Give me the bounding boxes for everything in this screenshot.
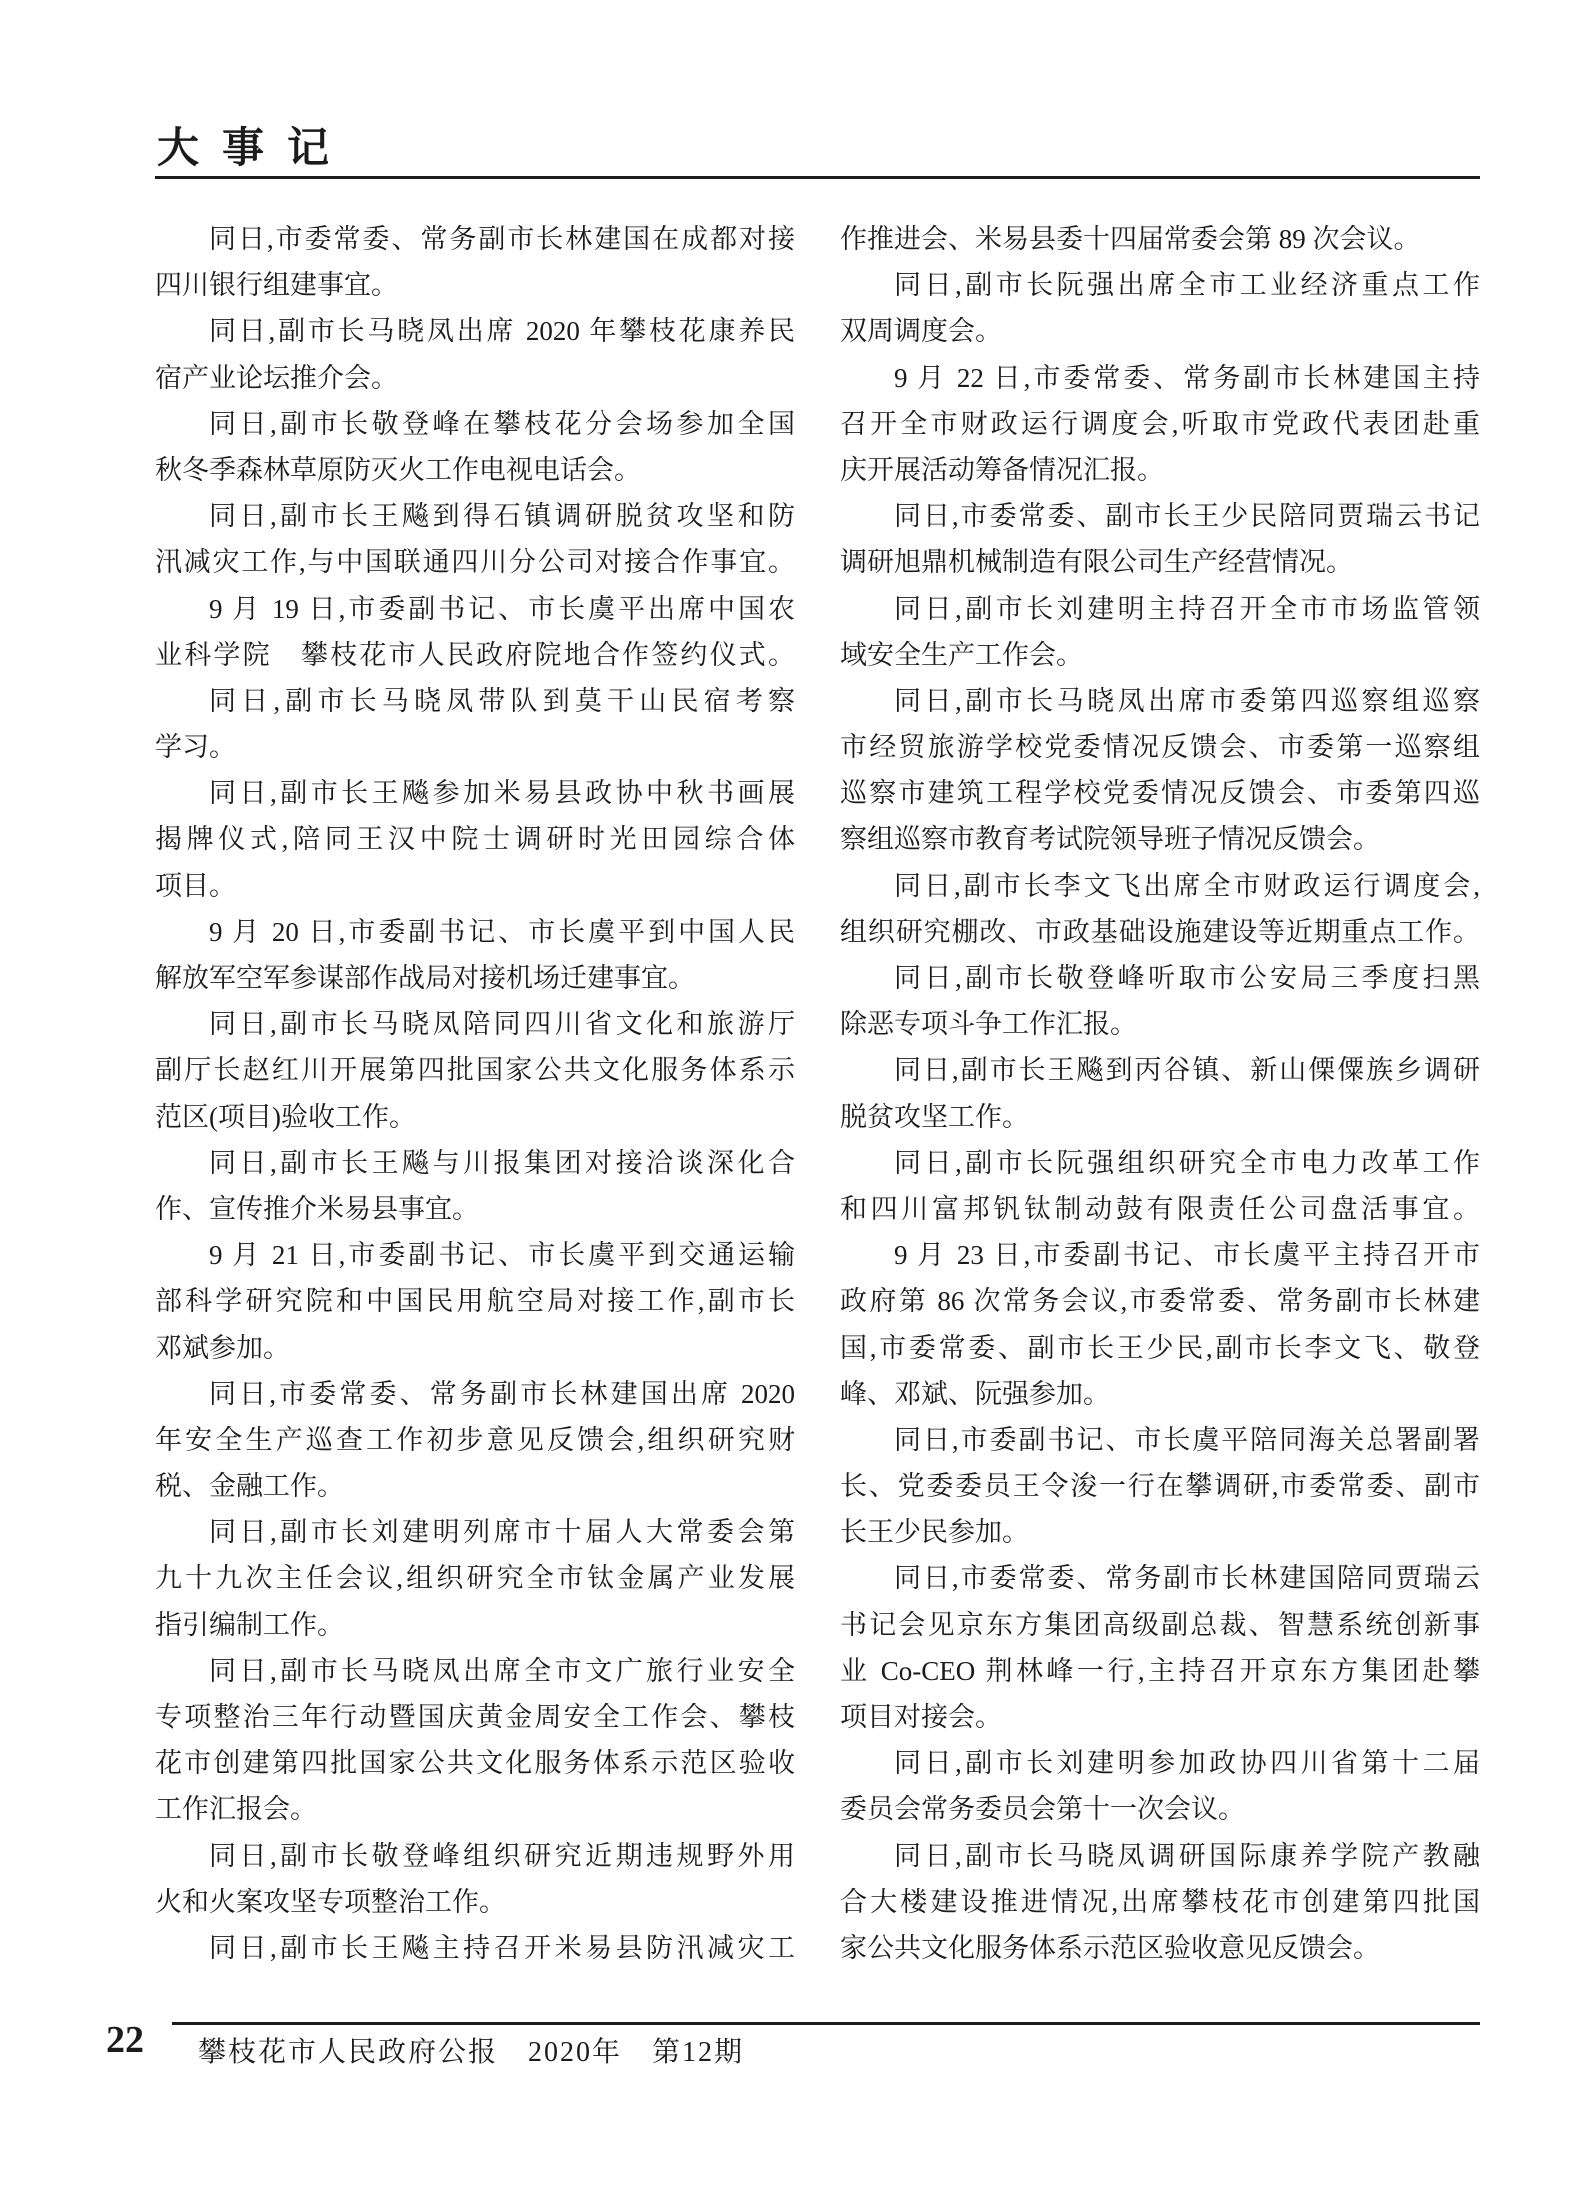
text-line: 9 月 21 日,市委副书记、市长虞平到交通运输 xyxy=(209,1240,795,1271)
text-line: 同日,副市长王飚到丙谷镇、新山傈僳族乡调研 xyxy=(894,1055,1480,1086)
text-line: 同日,市委常委、常务副市长林建国在成都对接 xyxy=(209,224,795,254)
text-line: 同日,副市长刘建明参加政协四川省第十二届 xyxy=(894,1748,1480,1779)
text-line: 峰、邓斌、阮强参加。 xyxy=(840,1378,1110,1409)
text-line: 副厅长赵红川开展第四批国家公共文化服务体系示 xyxy=(155,1055,795,1086)
text-line: 同日,市委副书记、市长虞平陪同海关总署副署 xyxy=(894,1424,1480,1455)
text-line: 同日,副市长马晓凤陪同四川省文化和旅游厅 xyxy=(209,1009,795,1040)
header-rule xyxy=(155,176,1480,179)
text-line: 同日,副市长王飚与川报集团对接洽谈深化合 xyxy=(209,1147,795,1178)
left-column xyxy=(155,216,795,1971)
text-line: 项目对接会。 xyxy=(840,1702,1002,1732)
text-line: 同日,副市长马晓凤出席市委第四巡察组巡察 xyxy=(894,685,1480,716)
text-line: 书记会见京东方集团高级副总裁、智慧系统创新事 xyxy=(840,1609,1480,1640)
text-line: 项目。 xyxy=(155,870,236,901)
text-line: 作、宣传推介米易县事宜。 xyxy=(155,1193,479,1224)
text-line: 秋冬季森林草原防灭火工作电视电话会。 xyxy=(155,454,641,485)
text-line: 部科学研究院和中国民用航空局对接工作,副市长 xyxy=(155,1286,795,1317)
text-line: 同日,市委常委、副市长王少民陪同贾瑞云书记 xyxy=(894,501,1480,532)
text-line: 双周调度会。 xyxy=(840,316,1002,347)
page-number: 22 xyxy=(106,2019,144,2061)
text-line: 同日,副市长阮强组织研究全市电力改革工作 xyxy=(894,1147,1480,1178)
text-line: 脱贫攻坚工作。 xyxy=(840,1101,1029,1132)
text-line: 庆开展活动筹备情况汇报。 xyxy=(840,454,1164,485)
page-title: 大事记 xyxy=(157,124,353,171)
footer-journal-info: 攀枝花市人民政府公报 2020年 第12期 xyxy=(198,2037,745,2068)
text-line: 税、金融工作。 xyxy=(155,1471,344,1502)
text-line: 长王少民参加。 xyxy=(840,1517,1029,1548)
text-line: 解放军空军参谋部作战局对接机场迁建事宜。 xyxy=(155,963,695,993)
right-column xyxy=(840,216,1480,1971)
text-line: 同日,市委常委、常务副市长林建国陪同贾瑞云 xyxy=(894,1563,1480,1594)
text-line: 同日,副市长马晓凤出席全市文广旅行业安全 xyxy=(209,1655,795,1686)
footer-rule xyxy=(172,2022,1480,2025)
text-line: 9 月 19 日,市委副书记、市长虞平出席中国农 xyxy=(209,593,795,624)
text-line: 同日,副市长敬登峰组织研究近期违规野外用 xyxy=(209,1840,795,1871)
text-line: 作推进会、米易县委十四届常委会第 89 次会议。 xyxy=(840,224,1421,254)
text-line: 同日,副市长王飚到得石镇调研脱贫攻坚和防 xyxy=(209,501,795,532)
text-line: 合大楼建设推进情况,出席攀枝花市创建第四批国 xyxy=(840,1886,1480,1917)
text-line: 工作汇报会。 xyxy=(155,1794,317,1825)
text-line: 范区(项目)验收工作。 xyxy=(155,1101,416,1132)
text-line: 同日,副市长敬登峰听取市公安局三季度扫黑 xyxy=(894,963,1480,993)
text-line: 域安全生产工作会。 xyxy=(840,639,1083,670)
text-line: 学习。 xyxy=(155,732,236,763)
text-line: 9 月 23 日,市委副书记、市长虞平主持召开市 xyxy=(894,1240,1480,1271)
text-line: 汛减灾工作,与中国联通四川分公司对接合作事宜。 xyxy=(155,547,795,578)
text-line: 业 Co-CEO 荆林峰一行,主持召开京东方集团赴攀 xyxy=(840,1655,1480,1686)
text-line: 火和火案攻坚专项整治工作。 xyxy=(155,1886,506,1917)
text-line: 同日,副市长马晓凤调研国际康养学院产教融 xyxy=(894,1840,1480,1871)
body-text xyxy=(155,216,1480,1971)
text-line: 同日,副市长王飚参加米易县政协中秋书画展 xyxy=(209,778,795,809)
text-line: 四川银行组建事宜。 xyxy=(155,270,398,301)
text-line: 委员会常务委员会第十一次会议。 xyxy=(840,1794,1245,1825)
text-line: 揭牌仪式,陪同王汉中院士调研时光田园综合体 xyxy=(155,824,795,855)
text-line: 巡察市建筑工程学校党委情况反馈会、市委第四巡 xyxy=(840,778,1480,809)
text-line: 指引编制工作。 xyxy=(155,1609,344,1640)
text-line: 业科学院 攀枝花市人民政府院地合作签约仪式。 xyxy=(155,639,795,670)
text-line: 9 月 22 日,市委常委、常务副市长林建国主持 xyxy=(894,362,1480,393)
text-line: 同日,副市长李文飞出席全市财政运行调度会, xyxy=(894,870,1480,901)
text-line: 召开全市财政运行调度会,听取市党政代表团赴重 xyxy=(840,408,1480,439)
text-line: 同日,副市长刘建明主持召开全市市场监管领 xyxy=(894,593,1480,624)
text-line: 同日,副市长马晓凤出席 2020 年攀枝花康养民 xyxy=(209,316,795,347)
text-line: 同日,市委常委、常务副市长林建国出席 2020 xyxy=(209,1378,795,1409)
text-line: 同日,副市长刘建明列席市十届人大常委会第 xyxy=(209,1517,795,1548)
text-line: 政府第 86 次常务会议,市委常委、常务副市长林建 xyxy=(840,1286,1480,1317)
text-line: 家公共文化服务体系示范区验收意见反馈会。 xyxy=(840,1932,1380,1963)
text-line: 市经贸旅游学校党委情况反馈会、市委第一巡察组 xyxy=(840,732,1480,763)
text-line: 专项整治三年行动暨国庆黄金周安全工作会、攀枝 xyxy=(155,1702,795,1732)
text-line: 同日,副市长阮强出席全市工业经济重点工作 xyxy=(894,270,1480,301)
text-line: 察组巡察市教育考试院领导班子情况反馈会。 xyxy=(840,824,1380,855)
text-line: 长、党委委员王令浚一行在攀调研,市委常委、副市 xyxy=(840,1471,1480,1502)
text-line: 国,市委常委、副市长王少民,副市长李文飞、敬登 xyxy=(840,1332,1480,1363)
text-line: 同日,副市长马晓凤带队到莫干山民宿考察 xyxy=(209,685,795,716)
text-line: 同日,副市长王飚主持召开米易县防汛减灾工 xyxy=(209,1932,795,1963)
text-line: 邓斌参加。 xyxy=(155,1332,290,1363)
text-line: 花市创建第四批国家公共文化服务体系示范区验收 xyxy=(155,1748,795,1779)
text-line: 9 月 20 日,市委副书记、市长虞平到中国人民 xyxy=(209,916,795,947)
text-line: 同日,副市长敬登峰在攀枝花分会场参加全国 xyxy=(209,408,795,439)
text-line: 年安全生产巡查工作初步意见反馈会,组织研究财 xyxy=(155,1424,795,1455)
text-line: 组织研究棚改、市政基础设施建设等近期重点工作。 xyxy=(840,916,1480,947)
text-line: 调研旭鼎机械制造有限公司生产经营情况。 xyxy=(840,547,1353,578)
text-line: 宿产业论坛推介会。 xyxy=(155,362,398,393)
text-line: 九十九次主任会议,组织研究全市钛金属产业发展 xyxy=(155,1563,795,1594)
text-line: 和四川富邦钒钛制动鼓有限责任公司盘活事宜。 xyxy=(840,1193,1480,1224)
text-line: 除恶专项斗争工作汇报。 xyxy=(840,1009,1137,1040)
